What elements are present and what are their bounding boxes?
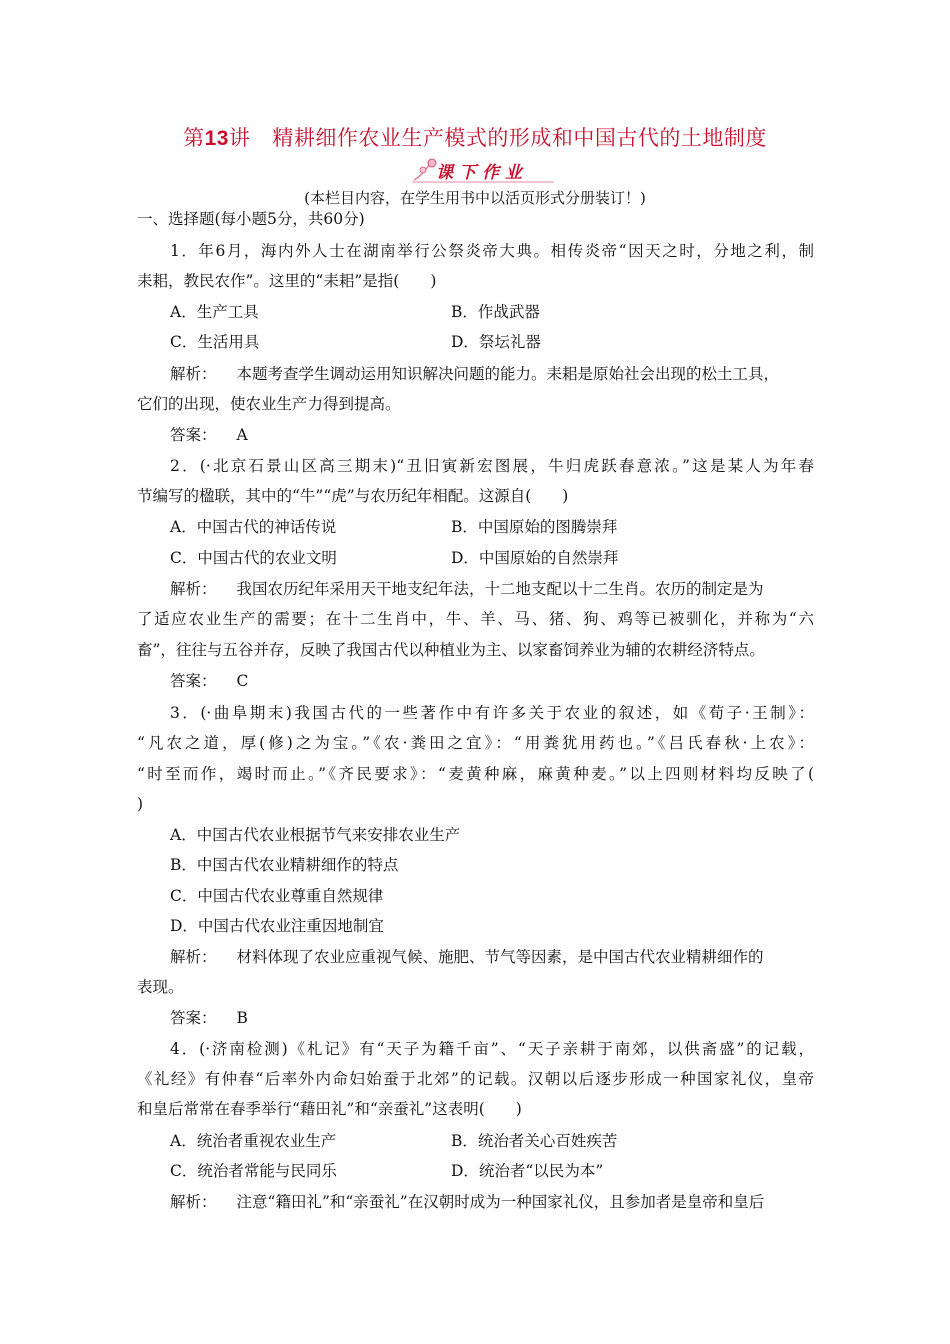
- q1-line-2: 耒耜，教民农作”。这里的“耒耜”是指( ): [137, 272, 437, 290]
- q4-option-b: B．统治者关心百姓疾苦: [451, 1132, 618, 1150]
- title-main: 精耕细作农业生产模式的形成和中国古代的土地制度: [272, 126, 767, 150]
- q1-option-d: D．祭坛礼器: [451, 333, 541, 351]
- q2-analysis-line-1: 解析： 我国农历纪年采用天干地支纪年法，十二地支配以十二生肖。农历的制定是为: [170, 580, 764, 598]
- q2-option-a: A．中国古代的神话传说: [170, 518, 337, 536]
- page-title: [0, 122, 950, 152]
- q3-option-a: A．中国古代农业根据节气来安排农业生产: [170, 826, 461, 844]
- q3-analysis-line-2: 表现。: [137, 978, 184, 996]
- q3-answer: 答案： B: [170, 1009, 248, 1027]
- q2-line-2: 节编写的楹联，其中的“牛”“虎”与农历纪年相配。这源自( ): [137, 487, 569, 505]
- q4-analysis-line-1: 解析： 注意“籍田礼”和“亲蚕礼”在汉朝时成为一种国家礼仪，且参加者是皇帝和皇后: [170, 1193, 765, 1211]
- title-prefix: 第: [183, 126, 205, 150]
- badge-label: 课下作业: [436, 163, 528, 183]
- q3-option-d: D．中国古代农业注重因地制宜: [170, 917, 384, 935]
- title-number: 13: [204, 127, 229, 150]
- q4-option-c: C．统治者常能与民同乐: [170, 1162, 337, 1180]
- q2-analysis-line-2: 了适应农业生产的需要；在十二生肖中，牛、羊、马、猪、狗、鸡等已被驯化，并称为“六: [137, 610, 814, 628]
- q3-analysis-line-1: 解析： 材料体现了农业应重视气候、施肥、节气等因素，是中国古代农业精耕细作的: [170, 948, 764, 966]
- q4-option-a: A．统治者重视农业生产: [170, 1132, 337, 1150]
- q3-line-3: “时至而作，竭时而止。”《齐民要求》：“麦黄种麻，麻黄种麦。”以上四则材料均反映了(: [137, 765, 814, 783]
- q4-line-2: 《礼经》有仲春“后率外内命妇始蚕于北郊”的记载。汉朝以后逐步形成一种国家礼仪，皇帝: [137, 1070, 814, 1088]
- q3-line-4: ): [137, 795, 144, 813]
- q1-analysis-line-2: 它们的出现，使农业生产力得到提高。: [137, 395, 401, 413]
- q2-analysis-line-3: 畜”，往往与五谷并存，反映了我国古代以种植业为主、以家畜饲养业为辅的农耕经济特点。: [137, 641, 765, 659]
- q1-answer: 答案： A: [170, 426, 248, 444]
- q2-option-b: B．中国原始的图腾崇拜: [451, 518, 618, 536]
- q1-analysis-line-1: 解析： 本题考查学生调动运用知识解决问题的能力。耒耜是原始社会出现的松土工具，: [170, 365, 780, 383]
- q1-line-1: 1．年6月，海内外人士在湖南举行公祭炎帝大典。相传炎帝“因天之时，分地之利，制: [170, 242, 814, 260]
- q2-option-d: D．中国原始的自然崇拜: [451, 549, 619, 567]
- homework-badge: [408, 156, 558, 186]
- section-heading: 一、选择题(每小题5分，共60分): [137, 210, 365, 228]
- q3-line-2: “凡农之道，厚(修)之为宝。”《农·粪田之宜》：“用粪犹用药也。”《吕氏春秋·上农》：: [137, 734, 814, 752]
- q3-option-b: B．中国古代农业精耕细作的特点: [170, 856, 399, 874]
- q2-answer: 答案： C: [170, 672, 249, 690]
- q4-line-1: 4．(·济南检测)《札记》有“天子为籍千亩”、“天子亲耕于南郊，以供斋盛”的记载，: [170, 1040, 814, 1058]
- binding-note: (本栏目内容，在学生用书中以活页形式分册装订！): [304, 189, 646, 207]
- q3-line-1: 3．(·曲阜期末)我国古代的一些著作中有许多关于农业的叙述，如《荀子·王制》：: [170, 704, 814, 722]
- q4-line-3: 和皇后常常在春季举行“藉田礼”和“亲蚕礼”这表明( ): [137, 1100, 522, 1118]
- q4-option-d: D．统治者“以民为本”: [451, 1162, 604, 1180]
- q2-option-c: C．中国古代的农业文明: [170, 549, 337, 567]
- title-suffix: 讲: [228, 126, 251, 150]
- q1-option-a: A．生产工具: [170, 303, 259, 321]
- q2-line-1: 2．(·北京石景山区高三期末)“丑旧寅新宏图展，牛归虎跃春意浓。”这是某人为年春: [170, 457, 814, 475]
- q1-option-c: C．生活用具: [170, 333, 260, 351]
- q1-option-b: B．作战武器: [451, 303, 540, 321]
- q3-option-c: C．中国古代农业尊重自然规律: [170, 887, 384, 905]
